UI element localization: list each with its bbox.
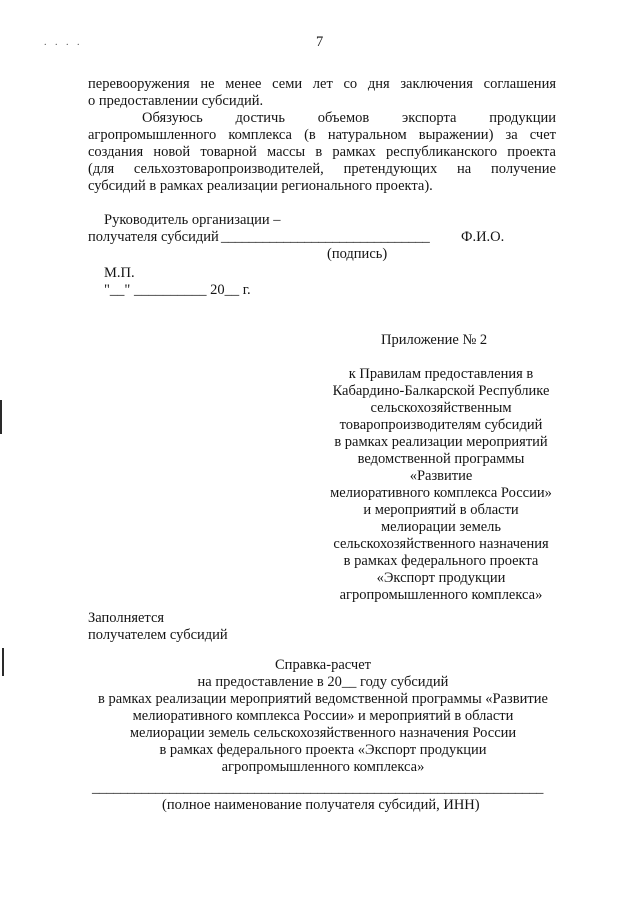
appendix-line: товаропроизводителям субсидий [339,417,543,433]
paragraph-line-6: (для сельхозтоваропроизводителей, претендующих на получение [88,161,556,177]
paragraph-line-7: субсидий в рамках реализации регионального проекта). [88,178,433,194]
appendix-line: в рамках реализации мероприятий [334,434,548,450]
stamp-place: М.П. [104,265,135,281]
document-heading [58,657,588,776]
filled-by-line-2: получателем субсидий [88,627,228,643]
paragraph-line-4: агропромышленного комплекса (в натуральном выражении) за счет [88,127,556,143]
appendix-line: в рамках федерального проекта [343,553,539,569]
appendix-line: мелиорации земель [380,519,502,535]
paragraph-line-1: перевооружения не менее семи лет со дня заключения соглашения [88,76,556,92]
paragraph-line-5: создания новой товарной массы в рамках республиканского проекта [88,144,556,160]
appendix-line: мелиоративного комплекса России» [330,485,552,501]
heading-line: в рамках федерального проекта «Экспорт продукции [159,742,487,758]
scan-edge-mark-bottom [2,648,4,676]
scan-edge-mark-top [0,400,2,434]
appendix-line: ведомственной программы [357,451,525,467]
page-number: 7 [316,34,324,50]
appendix-line: и мероприятий в области [363,502,519,518]
paragraph-line-3: Обязуюсь достичь объемов экспорта продукции [142,110,556,126]
appendix-title: Приложение № 2 [381,332,488,348]
heading-line: мелиоративного комплекса России» и мероприятий в области [132,708,514,724]
signatory-fio: Ф.И.О. [461,229,505,245]
appendix-line: к Правилам предоставления в [348,366,534,382]
appendix-line: Кабардино-Балкарской Республике [332,383,550,399]
heading-line: агропромышленного комплекса» [221,759,425,775]
signatory-title: Руководитель организации – [104,212,281,228]
signature-blank: ______________________________ [221,229,430,245]
signature-caption: (подпись) [327,246,388,262]
heading-line: на предоставление в 20__ году субсидий [197,674,449,690]
recipient-caption: (полное наименование получателя субсидий, ИНН) [162,797,480,813]
signature-date: "__" __________ 20__ г. [104,282,251,298]
heading-title: Справка-расчет [275,657,371,673]
appendix-line: сельскохозяйственного назначения [333,536,549,552]
scan-dots: . . . . [44,37,83,48]
heading-line: в рамках реализации мероприятий ведомственной программы «Развитие [98,691,548,707]
heading-line: мелиорации земель сельскохозяйственного назначения России [129,725,517,741]
appendix-caption [306,366,576,604]
recipient-blank: ________________________________________________________________ [92,780,544,796]
appendix-line: агропромышленного комплекса» [339,587,543,603]
paragraph-line-2: о предоставлении субсидий. [88,93,264,109]
appendix-line: «Экспорт продукции [376,570,506,586]
signatory-label: получателя субсидий [88,229,219,245]
filled-by-line-1: Заполняется [88,610,165,626]
appendix-line: «Развитие [409,468,473,484]
appendix-line: сельскохозяйственным [370,400,512,416]
